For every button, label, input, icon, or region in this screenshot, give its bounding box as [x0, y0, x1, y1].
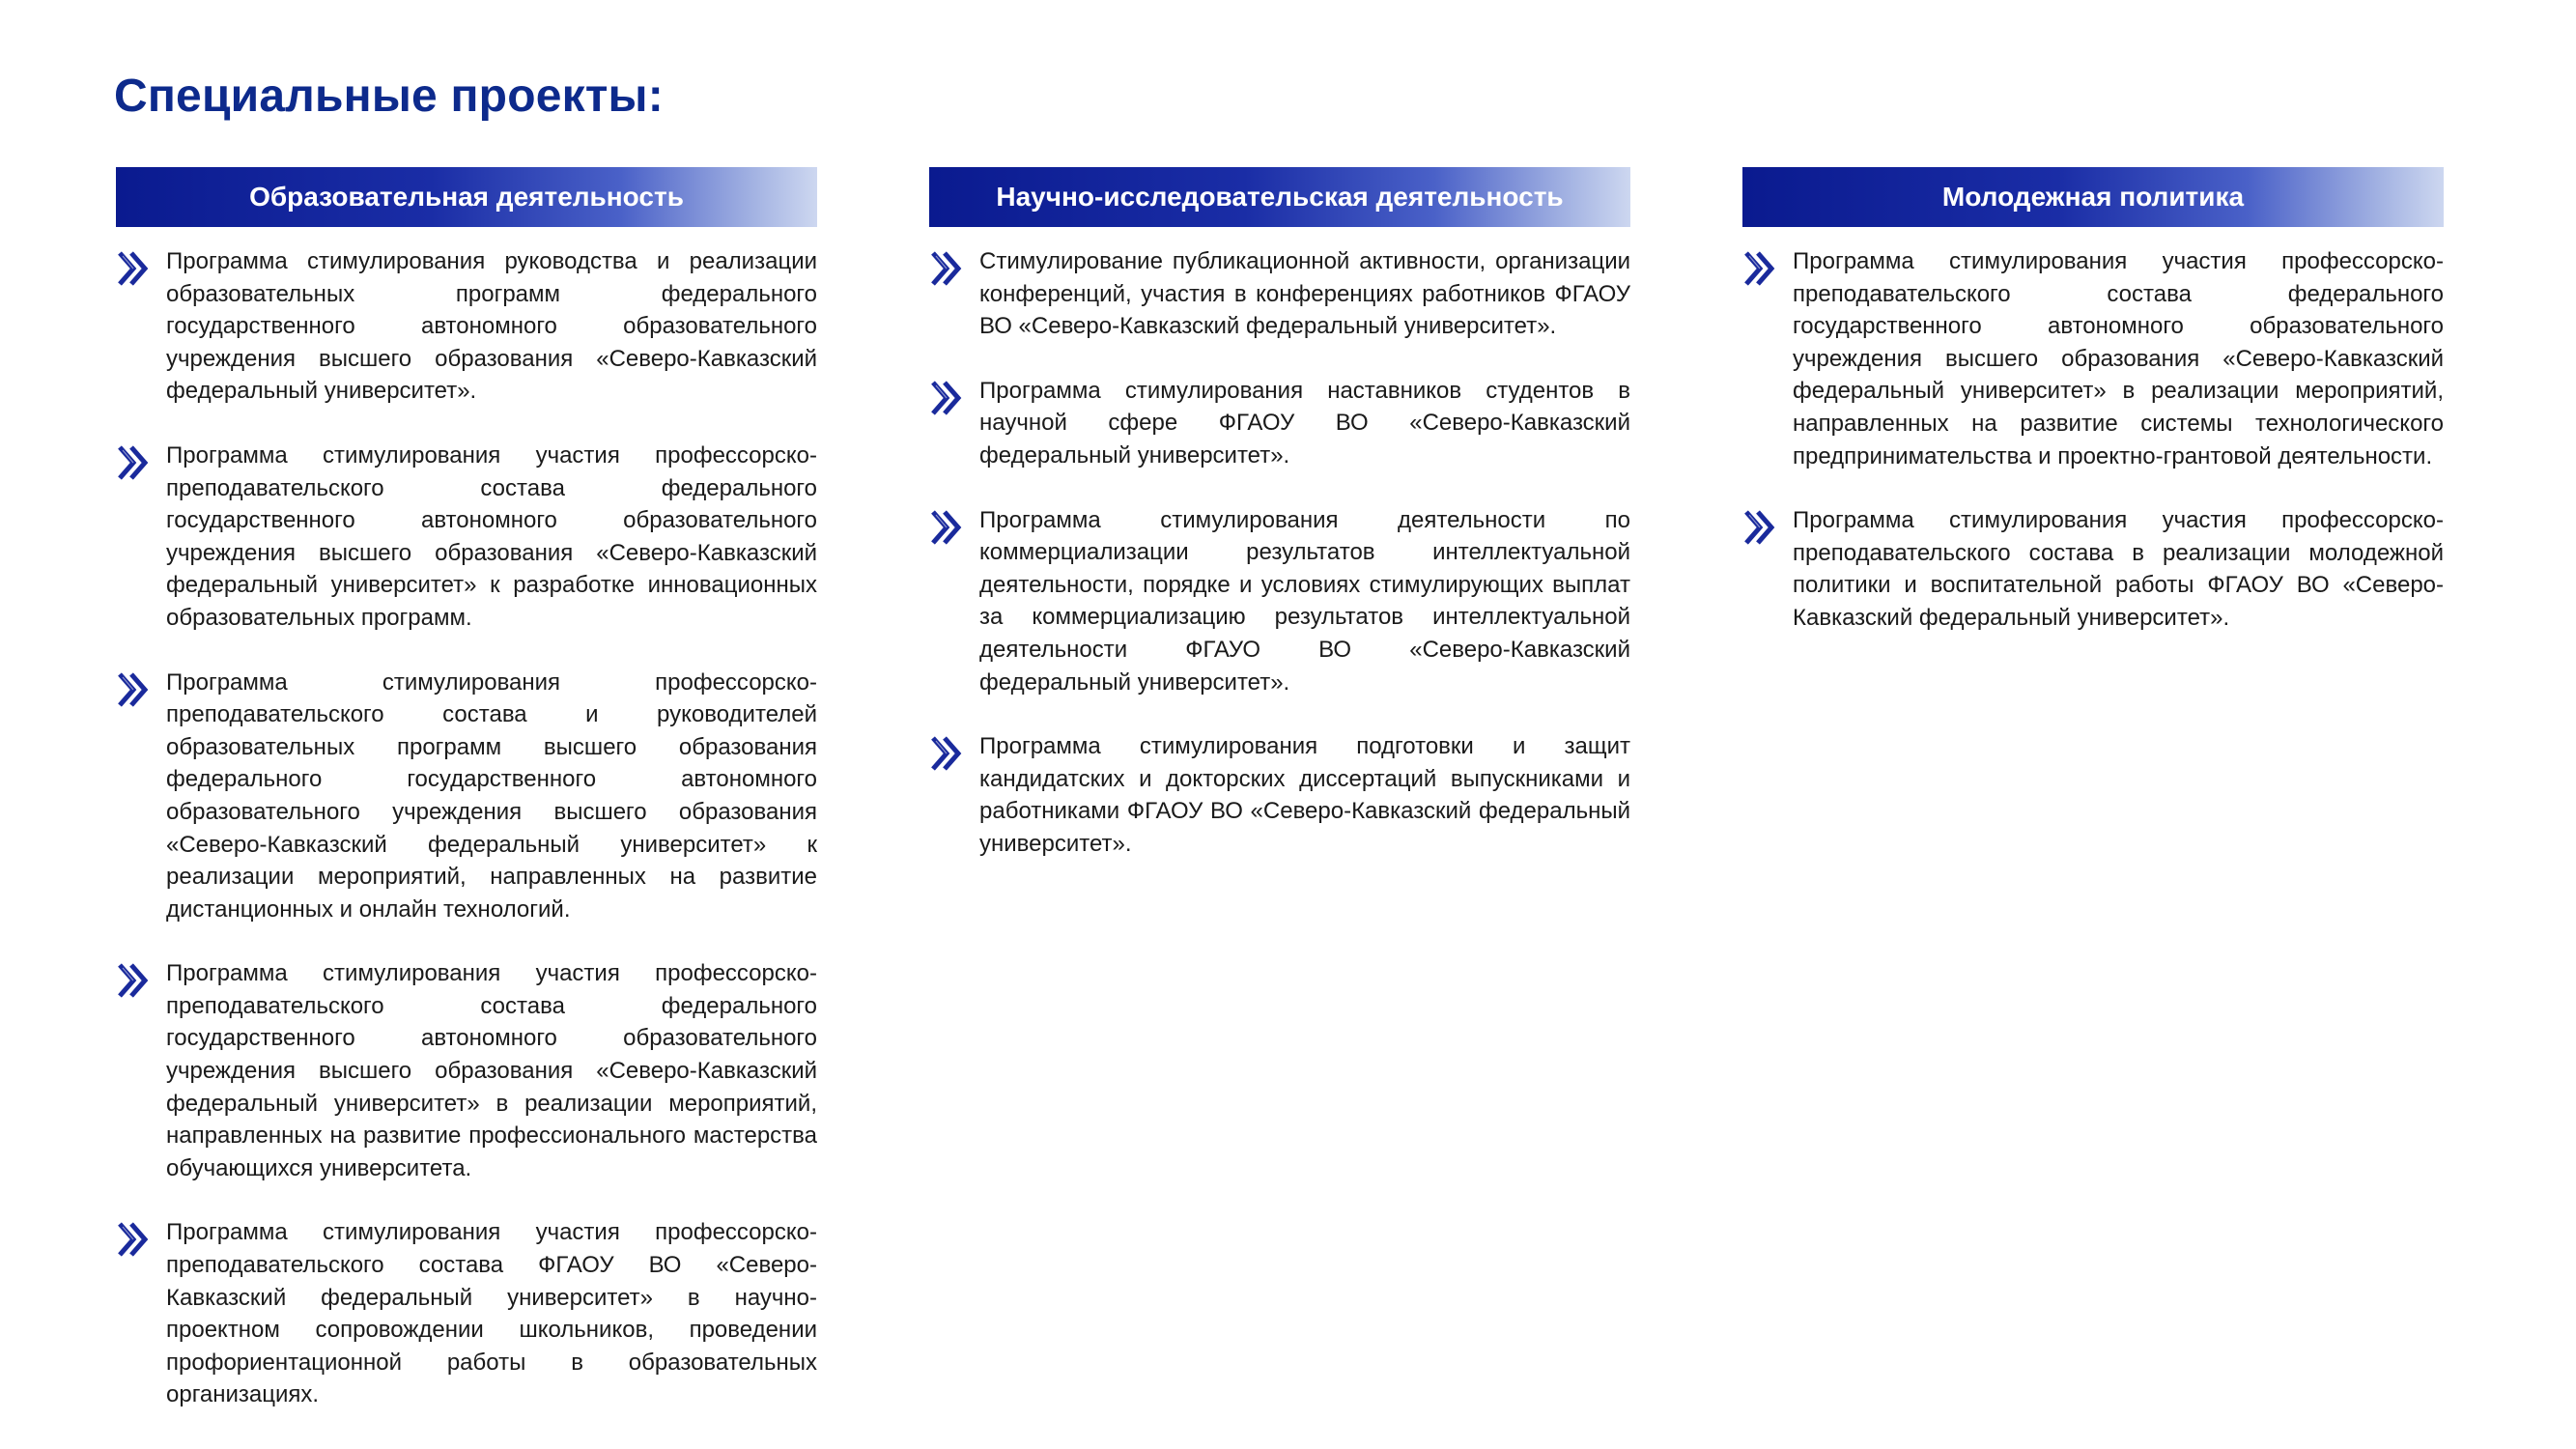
list-item-text: Стимулирование публикационной активности, организации конференций, участия в конференциях работников ФГАОУ ВО «Северо-Кавказский федеральный университет». — [979, 248, 1630, 340]
list-item-text: Программа стимулирования деятельности по коммерциализации результатов интеллектуальной деятельности, порядке и условиях стимулирующих выплат за коммерциализацию результатов интеллектуальной деятельности ФГАУО ВО «Северо-Кавказский федеральный университет». — [979, 506, 1630, 696]
list-item — [116, 1216, 817, 1411]
column-educational — [116, 167, 817, 1443]
project-list-research — [929, 245, 1630, 861]
project-list-educational — [116, 245, 817, 1411]
list-item — [929, 504, 1630, 699]
list-item — [929, 375, 1630, 472]
double-chevron-right-icon — [929, 734, 979, 773]
list-item-text: Программа стимулирования наставников студентов в научной сфере ФГАОУ ВО «Северо-Кавказский федеральный университет». — [979, 377, 1630, 469]
list-item-text: Программа стимулирования участия профессорско-преподавательского состава федерального государственного автономного образовательного учреждения высшего образования «Северо-Кавказский федеральный университет» в реализации мероприятий, направленных на развитие системы технологического предпринимательства и проектно-грантовой деятельности. — [1793, 248, 2444, 469]
list-item-text: Программа стимулирования участия профессорско-преподавательского состава федерального государственного автономного образовательного учреждения высшего образования «Северо-Кавказский федеральный университет» в реализации мероприятий, направленных на развитие профессионального мастерства обучающихся университета. — [166, 960, 817, 1181]
page-title: Специальные проекты: — [114, 71, 664, 122]
double-chevron-right-icon — [929, 249, 979, 288]
double-chevron-right-icon — [929, 508, 979, 547]
double-chevron-right-icon — [116, 443, 166, 482]
double-chevron-right-icon — [1742, 508, 1793, 547]
list-item — [116, 245, 817, 408]
column-header-research: Научно-исследовательская деятельность — [929, 167, 1630, 227]
list-item — [929, 730, 1630, 860]
list-item — [1742, 504, 2444, 634]
column-youth-policy — [1742, 167, 2444, 667]
list-item-text: Программа стимулирования руководства и реализации образовательных программ федерального государственного автономного образовательного учреждения высшего образования «Северо-Кавказский федеральный университет». — [166, 248, 817, 405]
double-chevron-right-icon — [116, 249, 166, 288]
double-chevron-right-icon — [929, 379, 979, 417]
list-item — [1742, 245, 2444, 472]
list-item — [116, 957, 817, 1184]
column-header-educational: Образовательная деятельность — [116, 167, 817, 227]
list-item — [116, 667, 817, 926]
list-item-text: Программа стимулирования подготовки и защит кандидатских и докторских диссертаций выпускниками и работниками ФГАОУ ВО «Северо-Кавказский федеральный университет». — [979, 733, 1630, 857]
column-research — [929, 167, 1630, 893]
double-chevron-right-icon — [116, 670, 166, 709]
list-item-text: Программа стимулирования профессорско-преподавательского состава и руководителей образовательных программ высшего образования федерального государственного автономного образовательного учреждения высшего образования «Северо-Кавказский федеральный университет» к реализации мероприятий, направленных на развитие дистанционных и онлайн технологий. — [166, 668, 817, 923]
project-list-youth-policy — [1742, 245, 2444, 635]
list-item-text: Программа стимулирования участия профессорско-преподавательского состава федерального государственного автономного образовательного учреждения высшего образования «Северо-Кавказский федеральный университет» к разработке инновационных образовательных программ. — [166, 441, 817, 631]
double-chevron-right-icon — [1742, 249, 1793, 288]
list-item-text: Программа стимулирования участия профессорско-преподавательского состава в реализации молодежной политики и воспитательной работы ФГАОУ ВО «Северо-Кавказский федеральный университет». — [1793, 507, 2444, 631]
list-item — [929, 245, 1630, 343]
column-header-youth-policy: Молодежная политика — [1742, 167, 2444, 227]
list-item — [116, 440, 817, 635]
list-item-text: Программа стимулирования участия профессорско-преподавательского состава ФГАОУ ВО «Северо-Кавказский федеральный университет» в научно-проектном сопровождении школьников, проведении профориентационной работы в образовательных организациях. — [166, 1219, 817, 1408]
double-chevron-right-icon — [116, 1220, 166, 1259]
double-chevron-right-icon — [116, 961, 166, 1000]
